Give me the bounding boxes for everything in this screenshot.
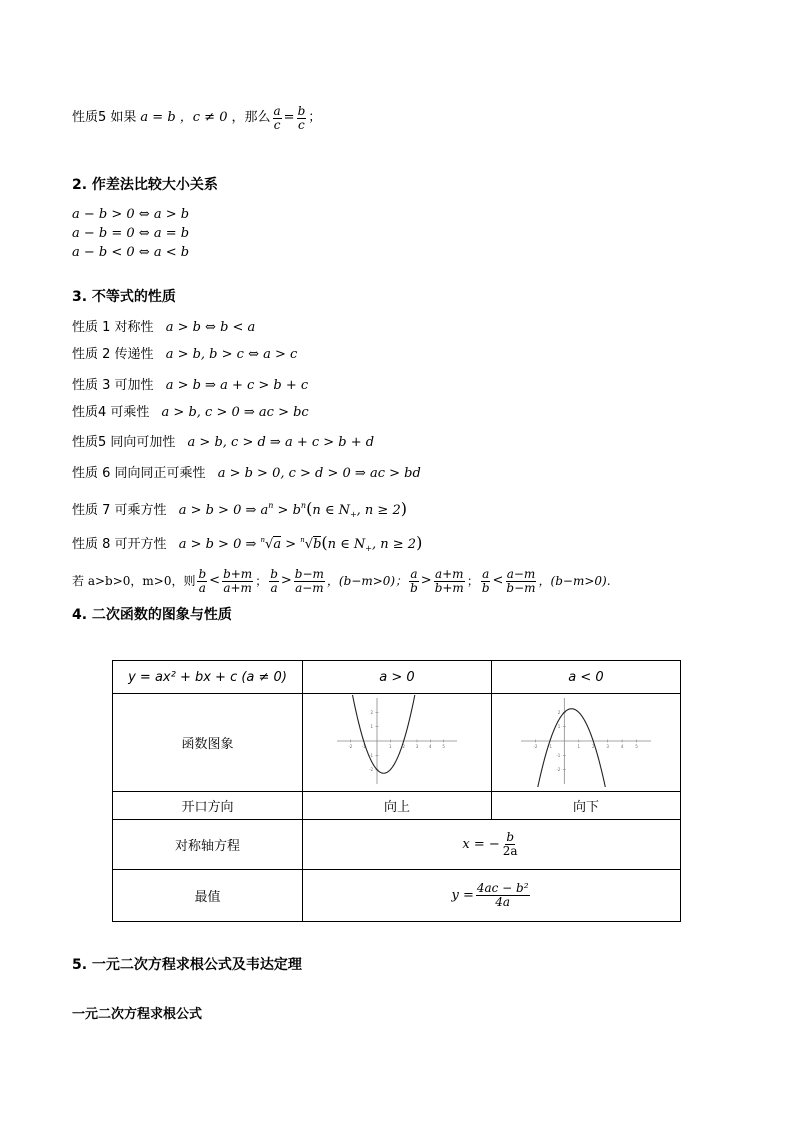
y-tick-label: -1 [369, 752, 373, 758]
y-tick-label: 2 [557, 709, 561, 715]
parabola-curve [352, 695, 415, 773]
table-header-function: y = ax² + bx + c (a ≠ 0) [113, 661, 303, 694]
y-tick-label: -1 [556, 752, 561, 758]
y-tick-label: -2 [556, 766, 561, 772]
fraction-a-over-c: $\frac{a}{c}$ [273, 103, 281, 132]
section-2-title: 2. 作差法比较大小关系 [72, 177, 218, 193]
property-label: 性质 3 可加性 [72, 378, 154, 393]
opening-up: 向上 [303, 792, 492, 820]
table-row-extremum-label: 最值 [113, 870, 303, 922]
property-label: 性质 7 可乘方性 [72, 503, 167, 518]
property-label: 性质4 可乘性 [72, 405, 150, 420]
y-tick-label: 1 [370, 723, 373, 729]
property-label: 性质 6 同向同正可乘性 [72, 466, 206, 481]
section-4-title: 4. 二次函数的图象与性质 [72, 607, 232, 623]
x-tick-label: 2 [402, 743, 405, 749]
property-formula: a > b ⇔ b < a [165, 320, 256, 335]
x-tick-label: 5 [442, 743, 445, 749]
x-tick-label: -2 [533, 743, 538, 749]
radical-icon: √ [265, 537, 274, 552]
parabola-up-graph [332, 695, 462, 787]
table-header-a-positive: a > 0 [303, 661, 492, 694]
table-row-opening-label: 开口方向 [113, 792, 303, 820]
x-tick-label: -2 [348, 743, 353, 749]
property-row-7: 性质 7 可乘方性 a > b > 0 ⇒ $a^n > b^n(n$ ∈ $N_+$, n ≥ 2) [72, 499, 407, 519]
y-tick-label: 1 [557, 723, 561, 729]
opening-down: 向下 [492, 792, 681, 820]
axis-formula: x = − $\frac{b}{2a}$ [303, 820, 681, 870]
x-tick-label: 5 [635, 743, 638, 749]
property-label: 性质5 同向可加性 [72, 435, 176, 450]
section-5-title: 5. 一元二次方程求根公式及韦达定理 [72, 957, 302, 973]
x-tick-label: 1 [577, 743, 581, 749]
property-label: 性质 8 可开方性 [72, 537, 167, 552]
y-tick-label: 2 [370, 709, 373, 715]
property-formula: a > b, c > 0 ⇒ ac > bc [161, 405, 309, 420]
diff-line-3: a − b < 0 ⇔ a < b [72, 245, 190, 260]
fraction-inequalities-line: 若 a>b>0，m>0，则 $\frac{b}{a}$ < $\frac{b+m}{a+m}$ ； $\frac{b}{a}$ > $\frac{b-m}{a-m}$ ，(b−m>0)； $\frac{a}{b}$ > $\frac{a+m}{b+m}$ ； $\frac{a}{b}$ < $\frac{a-m}{b-m}$ ，(b−m>0). [72, 566, 611, 595]
y-tick-label: -2 [369, 766, 373, 772]
fraction-b-over-c: $\frac{b}{c}$ [297, 103, 306, 132]
property-row-6 [72, 466, 421, 482]
property-formula: a > b ⇒ a + c > b + c [165, 378, 309, 393]
table-header-a-negative: a < 0 [492, 661, 681, 694]
property-formula: a > b, c > d ⇒ a + c > b + d [187, 435, 375, 450]
radical-icon: √ [304, 537, 314, 552]
graph-cell-up [303, 694, 492, 792]
parabola-down-graph [516, 695, 656, 787]
property-row-8: 性质 8 可开方性 a > b > 0 ⇒ $^n$√a > $^n$√b(n ∈ $N_+$, n ≥ 2) [72, 533, 423, 553]
table-row-graph-label: 函数图象 [113, 694, 303, 792]
property-5-line: 性质5 如果 a = b ，c ≠ 0 ，那么 $\frac{a}{c}$ = $\frac{b}{c}$ ； [72, 103, 322, 132]
x-tick-label: 3 [415, 743, 419, 749]
x-tick-label: 3 [606, 743, 609, 749]
x-tick-label: -1 [361, 743, 366, 749]
property-formula: a > b, b > c ⇔ a > c [165, 347, 298, 362]
diff-line-1: a − b > 0 ⇔ a > b [72, 207, 190, 222]
section-5-subtitle: 一元二次方程求根公式 [72, 1007, 203, 1022]
extremum-formula: y = $\frac{\text{4ac − b²}}{4a}$ [303, 870, 681, 922]
property-row-4 [72, 405, 309, 421]
x-tick-label: 4 [620, 743, 624, 749]
property-5-label: 性质5 如果 [72, 110, 137, 125]
property-formula: a > b > 0, c > d > 0 ⇒ ac > bd [217, 466, 421, 481]
x-tick-label: -1 [547, 743, 552, 749]
property-row-2 [72, 347, 297, 363]
x-tick-label: 2 [591, 743, 595, 749]
property-row-3 [72, 378, 308, 394]
table-row-axis-label: 对称轴方程 [113, 820, 303, 870]
x-tick-label: 1 [389, 743, 392, 749]
section-3-title: 3. 不等式的性质 [72, 289, 176, 305]
quadratic-table [112, 660, 681, 922]
x-tick-label: 4 [429, 743, 432, 749]
property-label: 性质 2 传递性 [72, 347, 154, 362]
property-5-then: ，那么 [231, 110, 271, 125]
parabola-curve [538, 708, 606, 786]
property-5-condition: a = b ，c ≠ 0 [140, 110, 228, 125]
property-label: 性质 1 对称性 [72, 320, 154, 335]
diff-line-2: a − b = 0 ⇔ a = b [72, 226, 190, 241]
property-row-1 [72, 320, 255, 336]
property-row-5 [72, 435, 374, 451]
graph-cell-down [492, 694, 681, 792]
